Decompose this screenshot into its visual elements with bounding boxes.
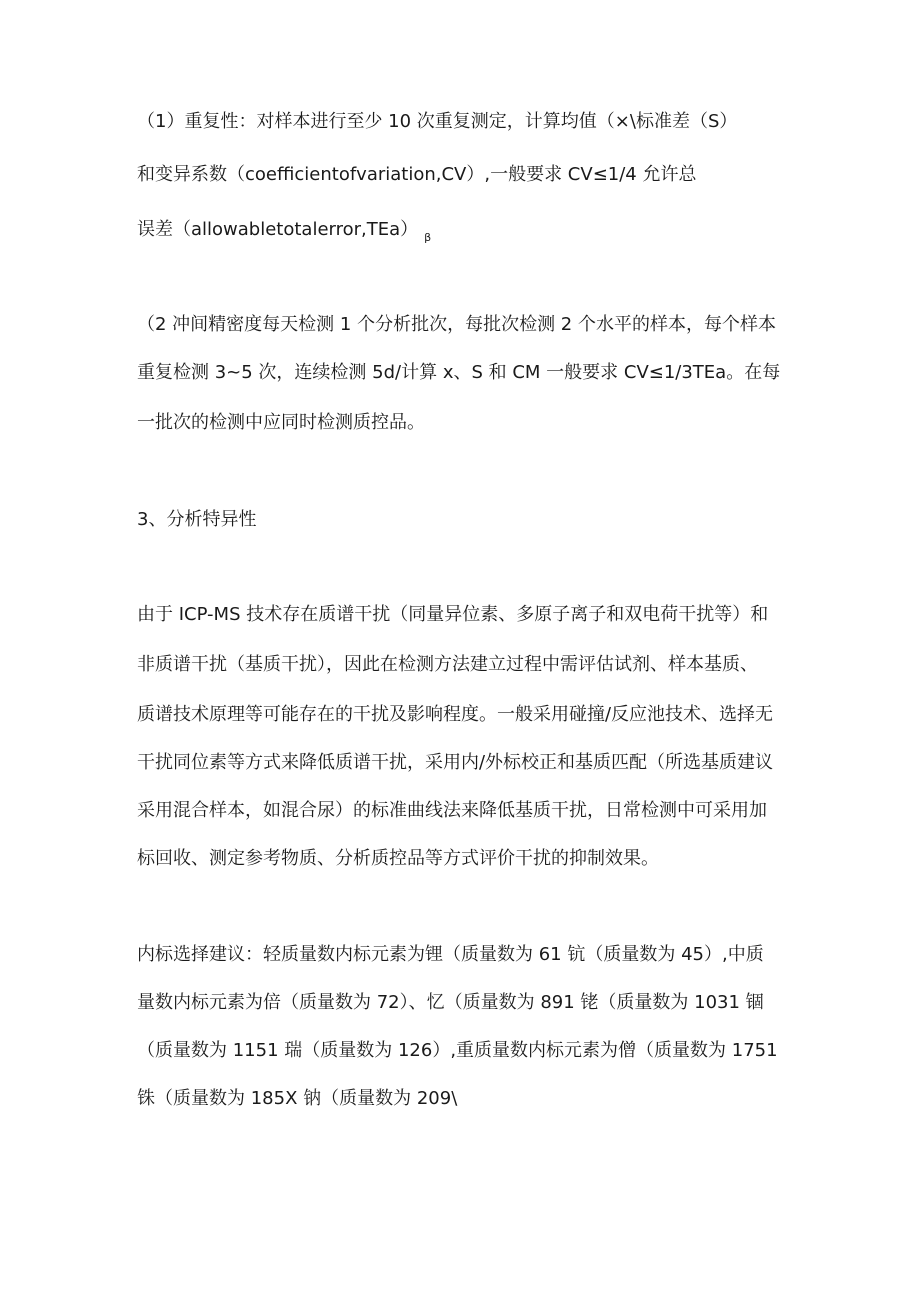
- para1-line3-text: 误差（allowabletotalerror,TEa）: [137, 219, 419, 240]
- para3-line5: 采用混合样本，如混合尿）的标准曲线法来降低基质干扰，日常检测中可采用加: [137, 800, 767, 821]
- para4-line1: 内标选择建议：轻质量数内标元素为锂（质量数为 61 钪（质量数为 45）,中质: [137, 944, 764, 965]
- para1-line2: 和变异系数（coefficientofvariation,CV）,一般要求 CV≤1/4 允许总: [137, 164, 697, 185]
- para2-line1: （2 冲间精密度每天检测 1 个分析批次，每批次检测 2 个水平的样本，每个样本: [137, 314, 776, 335]
- para1-line3-subscript: β: [424, 231, 432, 244]
- para1-line3: [137, 218, 431, 250]
- para4-line4: 铢（质量数为 185X 钠（质量数为 209\: [137, 1088, 458, 1109]
- para3-line1: 由于 ICP-MS 技术存在质谱干扰（同量异位素、多原子离子和双电荷干扰等）和: [137, 604, 769, 625]
- para4-line3: （质量数为 1151 瑞（质量数为 126）,重质量数内标元素为僧（质量数为 1751: [137, 1040, 778, 1061]
- para3-line3: 质谱技术原理等可能存在的干扰及影响程度。一般采用碰撞/反应池技术、选择无: [137, 704, 774, 725]
- para3-line4: 干扰同位素等方式来降低质谱干扰，采用内/外标校正和基质匹配（所选基质建议: [137, 752, 774, 773]
- para3-line6: 标回收、测定参考物质、分析质控品等方式评价干扰的抑制效果。: [137, 848, 659, 869]
- section-heading: 3、分析特异性: [137, 509, 257, 530]
- para1-line1: （1）重复性：对样本进行至少 10 次重复测定，计算均值（×\标准差（S）: [137, 111, 738, 132]
- para4-line2: 量数内标元素为倍（质量数为 72）、忆（质量数为 891 铑（质量数为 1031 锢: [137, 992, 764, 1013]
- para3-line2: 非质谱干扰（基质干扰），因此在检测方法建立过程中需评估试剂、样本基质、: [137, 654, 758, 675]
- para2-line2: 重复检测 3~5 次，连续检测 5d/计算 x、S 和 CM 一般要求 CV≤1/3TEa。在每: [137, 362, 781, 383]
- para2-line3: 一批次的检测中应同时检测质控品。: [137, 412, 425, 433]
